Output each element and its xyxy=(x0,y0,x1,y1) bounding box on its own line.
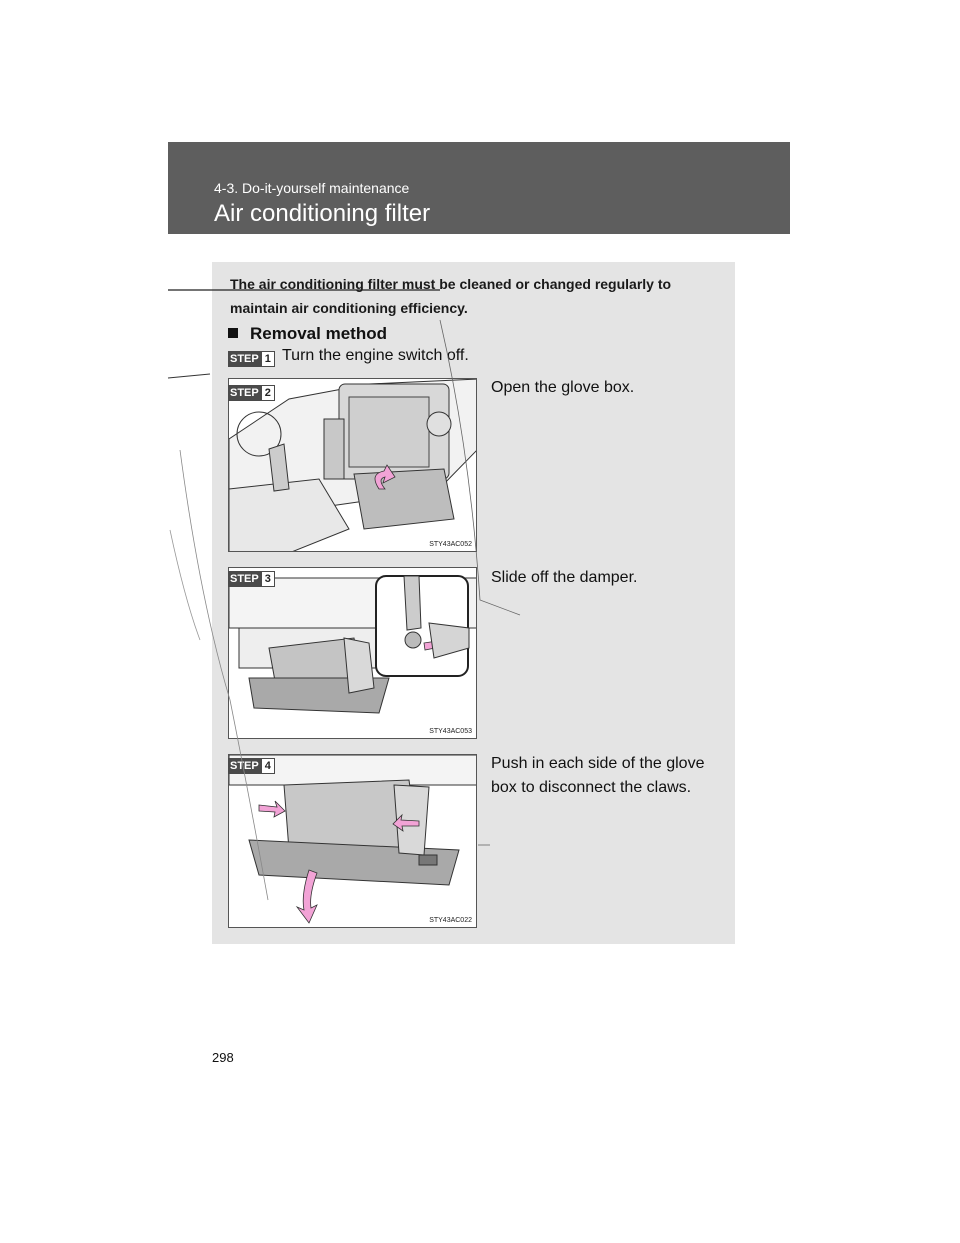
step-1-text: Turn the engine switch off. xyxy=(282,347,469,364)
step-2-text: Open the glove box. xyxy=(491,379,635,396)
figure-code: STY43AC022 xyxy=(429,917,472,924)
page-title: Air conditioning filter xyxy=(214,200,431,227)
page-number: 298 xyxy=(212,1050,234,1065)
removal-method-heading xyxy=(228,324,387,344)
figure-code: STY43AC052 xyxy=(429,541,472,548)
figure-code: STY43AC053 xyxy=(429,728,472,735)
step-3-badge xyxy=(228,571,275,587)
intro-text: The air conditioning filter must be cleaned or changed regularly to maintain air conditioning efficiency. xyxy=(230,276,672,316)
page-header xyxy=(168,142,790,234)
step-4-figure xyxy=(228,754,477,928)
step-number: 1 xyxy=(261,351,275,367)
step-word: STEP xyxy=(230,573,259,585)
step-number: 2 xyxy=(261,385,275,401)
step-3-figure xyxy=(228,567,477,739)
removal-method-label: Removal method xyxy=(250,324,387,343)
step-word: STEP xyxy=(230,387,259,399)
step-4-text: Push in each side of the glove box to disconnect the claws. xyxy=(491,755,705,796)
section-title: 4-3. Do-it-yourself maintenance xyxy=(214,180,410,196)
step-3-text: Slide off the damper. xyxy=(491,569,638,586)
step-word: STEP xyxy=(230,760,259,772)
step-number: 3 xyxy=(261,571,275,587)
square-bullet-icon xyxy=(228,328,238,338)
step-4-badge xyxy=(228,758,275,774)
step-number: 4 xyxy=(261,758,275,774)
step-1-badge xyxy=(228,351,275,367)
step-2-badge xyxy=(228,385,275,401)
step-word: STEP xyxy=(230,353,259,365)
step-2-figure xyxy=(228,378,477,552)
